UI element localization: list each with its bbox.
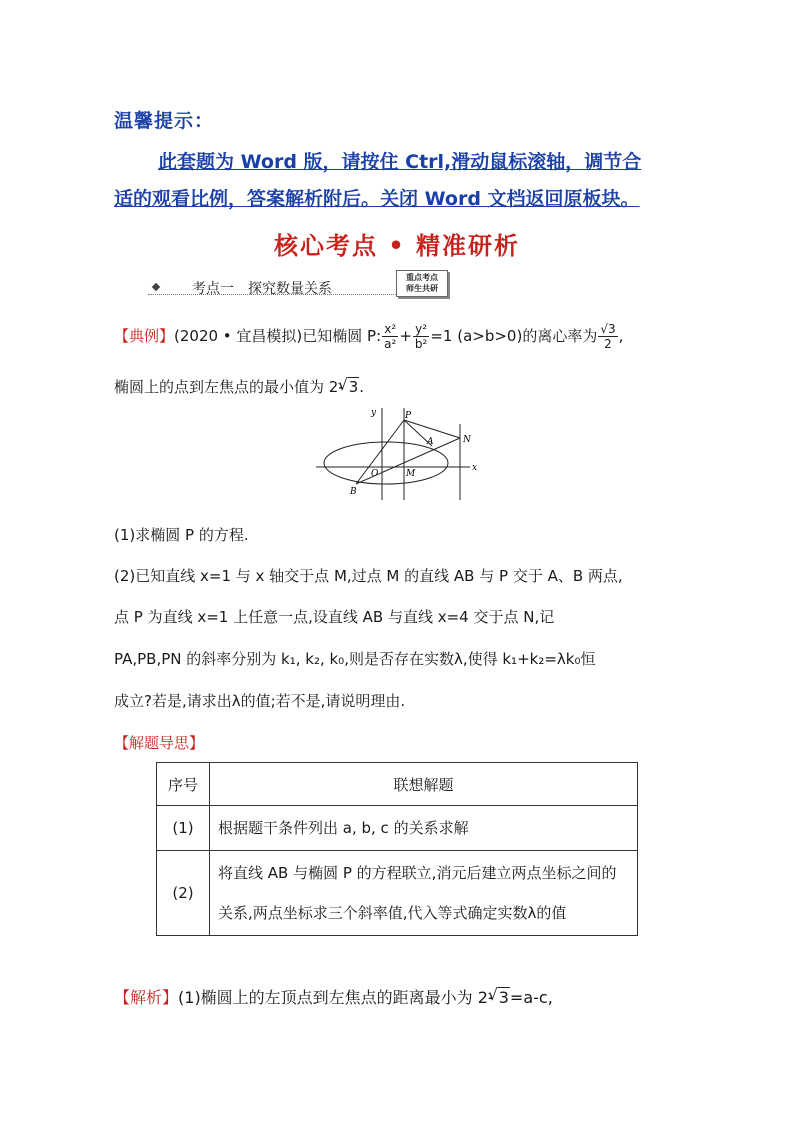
table-header-row: [157, 763, 638, 806]
label-x: x: [472, 463, 478, 473]
label-B: B: [350, 487, 357, 497]
diamond-icon: [152, 283, 160, 291]
kaodian-badge: [396, 270, 448, 297]
example-text-b: =1 (a>b>0)的离心率为: [430, 327, 598, 345]
label-A: A: [427, 437, 434, 447]
tip-line-1: 此套题为 Word 版，请按住 Ctrl,滑动鼠标滚轴，调节合: [158, 151, 642, 173]
question-2-line-1: (2)已知直线 x=1 与 x 轴交于点 M,过点 M 的直线 AB 与 P 交于 A、B 两点,: [114, 567, 623, 585]
badge-line-1: 重点考点: [406, 273, 438, 282]
fraction-x: $\frac{\text{x²}}{\text{a²}}$: [384, 322, 397, 351]
ellipse-figure: [314, 404, 484, 500]
solution-tag: 【解析】: [114, 988, 179, 1007]
header-text: 联想解题: [210, 763, 638, 806]
tip-body: [114, 144, 694, 218]
example-line-2: 椭圆上的点到左焦点的最小值为 2-√ 3.: [114, 376, 364, 397]
solution-line: 【解析】(1)椭圆上的左顶点到左焦点的距离最小为 2-√ 3=a-c,: [114, 985, 553, 1008]
question-2-line-3: PA,PB,PN 的斜率分别为 k₁, k₂, k₀,则是否存在实数λ,使得 k₁+k₂=λk₀恒: [114, 650, 596, 668]
example-tag: 【典例】: [114, 327, 175, 345]
label-N: N: [463, 435, 471, 445]
page-title: 核心考点 • 精准研析: [273, 231, 521, 260]
question-1: (1)求椭圆 P 的方程.: [114, 526, 249, 544]
kaodian-header: [148, 270, 448, 298]
label-y: y: [371, 408, 377, 418]
ellipse-curve: [324, 442, 448, 484]
example-text-a: (2020 • 宜昌模拟)已知椭圆 P:: [174, 327, 382, 345]
segment-PB: [356, 420, 404, 484]
badge-line-2: 师生共研: [406, 284, 438, 293]
question-2-line-4: 成立?若是,请求出λ的值;若不是,请说明理由.: [114, 692, 406, 710]
table-row: [157, 851, 638, 936]
label-M: M: [406, 469, 416, 479]
tip-title: 温馨提示：: [114, 110, 215, 132]
guide-tag: 【解题导思】: [114, 734, 205, 752]
fraction-y: $\frac{\text{y²}}{\text{b²}}$: [414, 322, 428, 351]
guide-table: [156, 762, 638, 936]
row-text: 将直线 AB 与椭圆 P 的方程联立,消元后建立两点坐标之间的关系,两点坐标求三个斜率值,代入等式确定实数λ的值: [210, 851, 638, 936]
fraction-e: $\frac{√3}{2}$: [600, 322, 616, 351]
label-O: O: [371, 469, 379, 479]
row-num: (1): [157, 806, 210, 851]
row-text: 根据题干条件列出 a, b, c 的关系求解: [210, 806, 638, 851]
sqrt-3: √ 3: [348, 377, 360, 396]
tip-line-2: 适的观看比例，答案解析附后。关闭 Word 文档返回原板块。: [114, 188, 640, 210]
example-line-1: 【典例】(2020 • 宜昌模拟)已知椭圆 P: $\frac{\text{x²}}{\text{a²}}$ + $\frac{\text{y²}}{\text{b²}}$ =1 (a>b>0)的离心率为 $\frac{√3}{2}$ ,: [114, 322, 624, 351]
segment-PN: [404, 420, 460, 438]
question-2-line-2: 点 P 为直线 x=1 上任意一点,设直线 AB 与直线 x=4 交于点 N,记: [114, 608, 555, 626]
row-num: (2): [157, 851, 210, 936]
table-row: [157, 806, 638, 851]
kaodian-label: 考点一 探究数量关系: [192, 281, 332, 297]
header-num: 序号: [157, 763, 210, 806]
sqrt-3: √ 3: [498, 987, 510, 1007]
label-P: P: [405, 411, 412, 421]
